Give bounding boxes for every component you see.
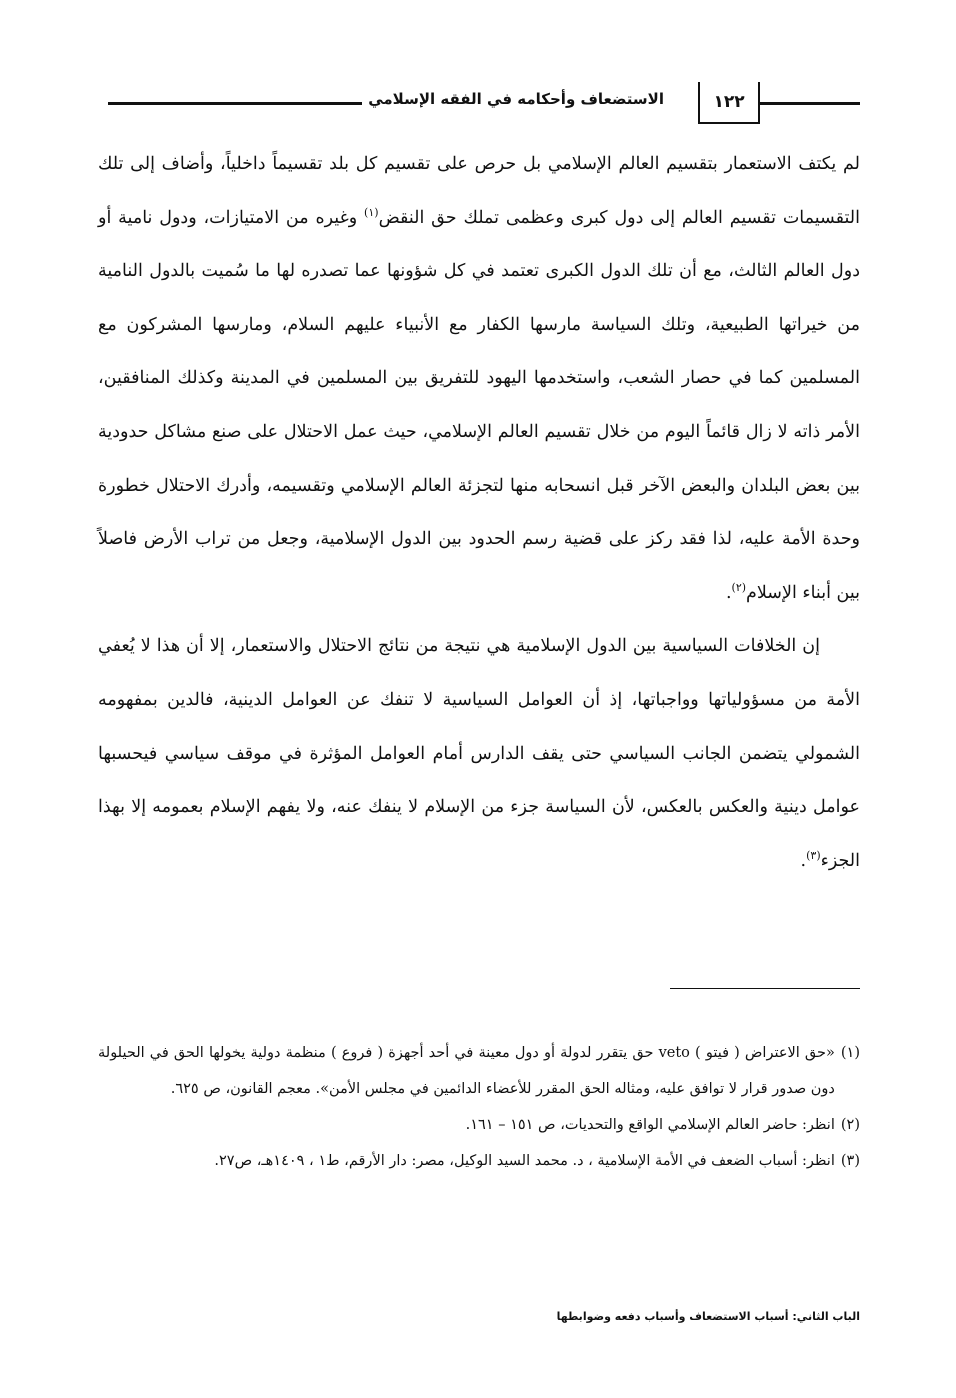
footnote-ref-2: (٢) [731,580,747,594]
footnote-number: (٢) [840,1117,860,1133]
paragraph-1-text-b: وغيره من الامتيازات، ودول نامية أو دول العالم الثالث، مع أن تلك الدول الكبرى تعتمد في كل شؤونها عما تصدره لها ما سُميت بالدول النامية من خيراتها الطبيعية، وتلك السياسة مارسها الكفار مع الأنبياء عليهم السلام، ومارسها المشركون مع المسلمين كما في حصار الشعب، واستخدمها اليهود للتفريق بين المسلمين في المدينة وكذلك المنافقين، الأمر ذاته لا زال قائماً اليوم من خلال تقسيم العالم الإسلامي، حيث عمل الاحتلال على صنع مشاكل حدودية بين بعض البلدان والبعض الآخر قبل انسحابه منها لتجزئة العالم الإسلامي وتقسيمه، وأدرك الاحتلال خطورة وحدة الأمة عليه، لذا فقد ركز على قضية رسم الحدود بين الدول الإسلامية، وجعل من تراب الأرض فاصلاً بين أبناء الإسلام [98,207,860,603]
main-text [98,138,860,888]
header-title: الاستضعاف وأحكامه في الفقه الإسلامي [362,90,670,108]
footnote-3 [98,1143,860,1179]
paragraph-2-end: . [800,850,807,871]
paragraph-1 [98,138,860,620]
footnote-2 [98,1107,860,1143]
paragraph-1-end: . [725,582,732,603]
footnote-text: «حق الاعتراض ( فيتو ) veto حق يتقرر لدولة أو دول معينة في أحد أجهزة ( فروع ) منظمة دولية يخولها الحق في الحيلولة دون صدور قرار لا توافق عليه، ومثاله الحق المقرر للأعضاء الدائمين في مجلس الأمن». معجم القانون، ص ٦٢٥. [98,1045,835,1097]
footnote-ref-1: (١) [364,205,379,219]
footnote-number: (١) [840,1045,860,1061]
footnote-1 [98,1035,860,1107]
running-header [108,82,860,126]
paragraph-1-text-a: لم يكتف الاستعمار بتقسيم العالم الإسلامي بل حرص على تقسيم كل بلد تقسيماً داخلياً، وأضاف إلى تلك التقسيمات تقسيم العالم إلى دول كبرى وعظمى تملك حق النقض [98,154,860,228]
paragraph-2-text: إن الخلافات السياسية بين الدول الإسلامية هي نتيجة من نتائج الاحتلال والاستعمار، إلا أن هذا لا يُعفي الأمة من مسؤولياتها وواجباتها، إذ أن العوامل السياسية لا تنفك عن العوامل الدينية، فالدين بمفهومه الشمولي يتضمن الجانب السياسي حتى يقف الدارس أمام العوامل المؤثرة في موقف سياسي فيحسبها عوامل دينية والعكس بالعكس، لأن السياسة جزء من الإسلام لا ينفك عنه، ولا يفهم الإسلام بعمومه إلا بهذا الجزء [98,636,860,871]
page-number: ١٢٢ [698,82,760,124]
header-rule-right [760,102,860,105]
running-footer: الباب الثاني: أسباب الاستضعاف وأسباب دفعه وضوابطها [556,1310,860,1323]
footnote-text: انظر: حاضر العالم الإسلامي الواقع والتحديات، ص ١٥١ – ١٦١. [465,1117,835,1133]
footnote-number: (٣) [840,1153,860,1169]
footnote-separator [670,988,860,989]
footnote-ref-3: (٣) [806,848,821,862]
footnote-text: انظر: أسباب الضعف في الأمة الإسلامية ، د. محمد السيد الوكيل، مصر: دار الأرقم، ط١ ، ١٤٠٩هـ، ص٢٧. [214,1153,835,1169]
paragraph-2 [98,620,860,888]
footnotes [98,1035,860,1179]
